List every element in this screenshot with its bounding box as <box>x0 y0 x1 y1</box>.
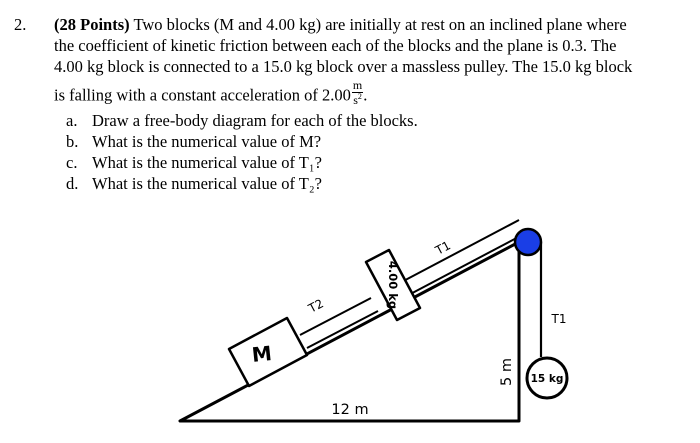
statement-line-3: 4.00 kg block is connected to a 15.0 kg block over a massless pulley. The 15.0 kg block <box>54 57 633 76</box>
tension-t1-vertical-label: T1 <box>551 312 567 326</box>
question-text: What is the numerical value of M? <box>92 132 322 151</box>
tension-t2-label: T2 <box>306 296 326 316</box>
pulley <box>515 229 541 255</box>
block-4kg-label: 4.00 kg <box>386 260 400 310</box>
statement-line-2: the coefficient of kinetic friction between each of the blocks and the plane is 0.3. The <box>54 36 617 55</box>
tension-t1-incline-label: T1 <box>433 238 453 258</box>
question-letter: b. <box>66 132 79 151</box>
block-m-label: M <box>250 341 273 367</box>
statement-line-4-end: . <box>363 85 368 105</box>
unit-exponent: 2 <box>357 92 362 101</box>
question-letter: c. <box>66 153 78 172</box>
height-label: 5 m <box>499 358 515 386</box>
rope-t2-lower <box>307 311 378 348</box>
rope-t1-lower <box>401 233 526 299</box>
points-label: (28 Points) <box>54 15 130 34</box>
unit-denominator-base: s <box>353 93 358 107</box>
question-text: What is the numerical value of T₁? <box>92 153 322 172</box>
question-text: What is the numerical value of T₂? <box>92 174 322 193</box>
hanging-mass-label: 15 kg <box>530 373 564 385</box>
question-text: Draw a free-body diagram for each of the blocks. <box>92 111 418 130</box>
incline-triangle <box>180 242 519 421</box>
statement-line-1-text: Two blocks (M and 4.00 kg) are initially at rest on an inclined plane where <box>129 15 627 34</box>
question-letter: d. <box>66 174 79 193</box>
base-length-label: 12 m <box>331 402 369 418</box>
problem-number: 2. <box>14 15 27 34</box>
unit-numerator: m <box>352 78 363 92</box>
statement-line-4-text: is falling with a constant acceleration of 2.00 <box>54 85 351 105</box>
question-letter: a. <box>66 111 78 130</box>
